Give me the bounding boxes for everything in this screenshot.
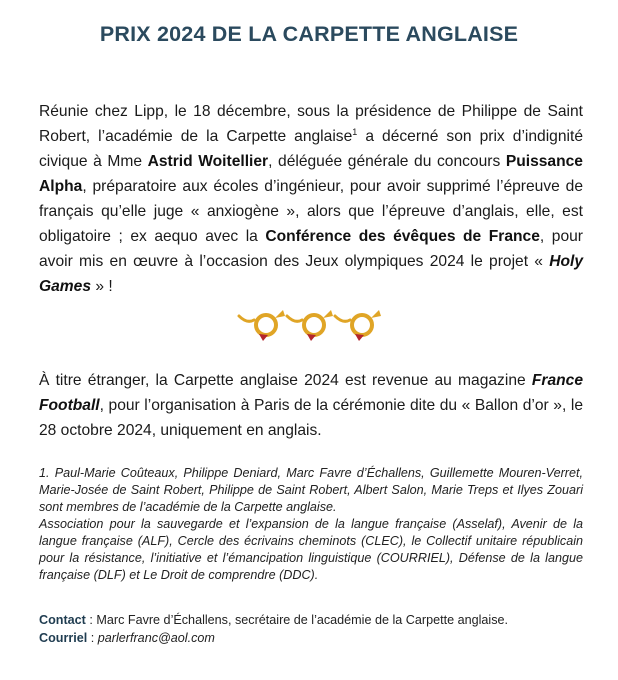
hunting-horn-icon xyxy=(335,310,381,341)
email-line: Courriel : parlerfranc@aol.com xyxy=(39,631,215,645)
laureate-name: Astrid Woitellier xyxy=(147,153,269,170)
award-paragraph: Réunie chez Lipp, le 18 décembre, sous la présidence de Philippe de Saint Robert, l’académie de la Carpette anglaise$^1$ a décerné son prix d’indignité civique à Mme Astrid Woitellier, déléguée générale du concours Puissance Alpha, préparatoire aux écoles d’ingénieur, pour avoir supprimé l’épreuve de français qu’elle juge « anxiogène », alors que l’épreuve d’anglais, elle, est obligatoire ; ex aequo avec la Conférence des évêques de France, pour avoir mis en œuvre à l’occasion des Jeux olympiques 2024 le projet « Holy Games » ! xyxy=(39,103,583,295)
ornament-horns xyxy=(0,308,618,347)
co-laureate: Conférence des évêques de France xyxy=(265,228,540,245)
page-title: PRIX 2024 DE LA CARPETTE ANGLAISE xyxy=(99,22,519,46)
hunting-horn-icon xyxy=(287,310,333,341)
footnote-ref: 1 xyxy=(352,127,358,137)
footnotes xyxy=(39,465,583,584)
laureate-organization: Puissance Alpha xyxy=(39,153,583,195)
foreign-award-paragraph: À titre étranger, la Carpette anglaise 2024 est revenue au magazine France Football, pour l’organisation à Paris de la cérémonie dite du « Ballon d’or », le 28 octobre 2024, uniquement en anglais. xyxy=(39,372,583,439)
project-name: Holy Games xyxy=(39,253,583,295)
footnote-members: 1. Paul-Marie Coûteaux, Philippe Deniard, Marc Favre d’Échallens, Guillemette Mouren-Verret, Marie-Josée de Saint Robert, Philippe de Saint Robert, Albert Salon, Marie Treps et Ilyes Zouari sont membres de l’académie de la Carpette anglaise. xyxy=(39,466,583,514)
contact-line: Contact : Marc Favre d’Échallens, secrétaire de l’académie de la Carpette anglaise. xyxy=(39,613,508,627)
footnote-associations: Association pour la sauvegarde et l’expansion de la langue française (Asselaf), Avenir de la langue française (ALF), Cercle des écrivains cheminots (CLEC), le Collectif unitaire républicain pour la résistance, l’initiative et l’émancipation linguistique (COURRIEL), Défense de la langue française (DLF) et Le Droit de comprendre (DDC). xyxy=(39,517,583,582)
email-link[interactable]: parlerfranc@aol.com xyxy=(97,631,215,645)
contact-block xyxy=(39,611,599,647)
magazine-name: France Football xyxy=(39,372,583,414)
hunting-horn-icon xyxy=(239,310,285,341)
